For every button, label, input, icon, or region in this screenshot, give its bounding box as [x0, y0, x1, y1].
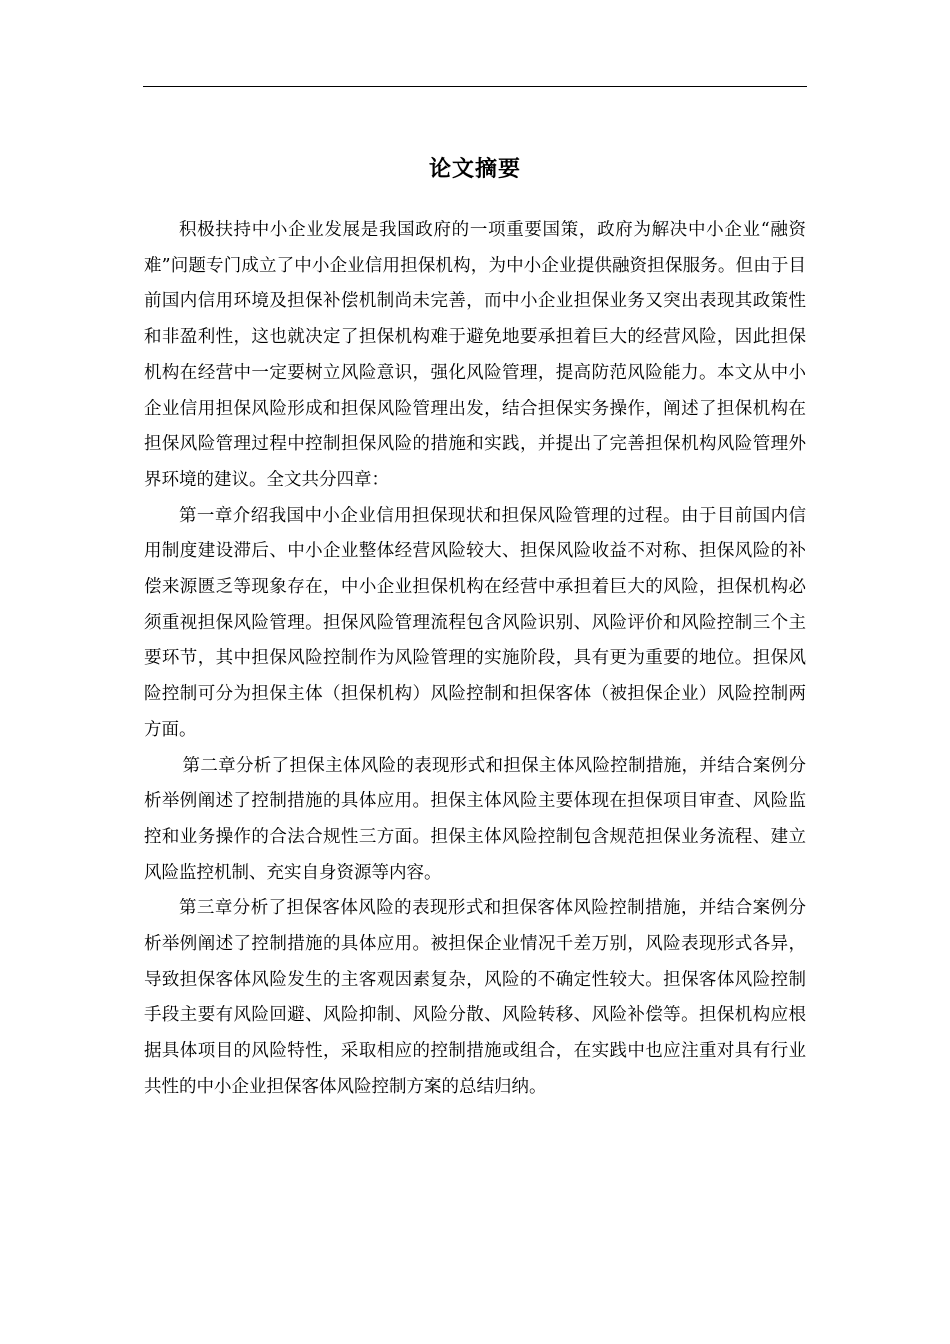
paragraph-chapter-1: 第一章介绍我国中小企业信用担保现状和担保风险管理的过程。由于目前国内信用制度建设滞后、中小企业整体经营风险较大、担保风险收益不对称、担保风险的补偿来源匮乏等现象存在，中小企业担保机构在经营中承担着巨大的风险，担保机构必须重视担保风险管理。担保风险管理流程包含风险识别、风险评价和风险控制三个主要环节，其中担保风险控制作为风险管理的实施阶段，具有更为重要的地位。担保风险控制可分为担保主体（担保机构）风险控制和担保客体（被担保企业）风险控制两方面。	[144, 505, 806, 740]
paragraph-intro: 积极扶持中小企业发展是我国政府的一项重要国策，政府为解决中小企业“融资难”问题专门成立了中小企业信用担保机构，为中小企业提供融资担保服务。但由于目前国内信用环境及担保补偿机制尚未完善，而中小企业担保业务又突出表现其政策性和非盈利性，这也就决定了担保机构难于避免地要承担着巨大的经营风险，因此担保机构在经营中一定要树立风险意识，强化风险管理，提高防范风险能力。本文从中小企业信用担保风险形成和担保风险管理出发，结合担保实务操作，阐述了担保机构在担保风险管理过程中控制担保风险的措施和实践，并提出了完善担保机构风险管理外界环境的建议。全文共分四章：	[144, 220, 806, 490]
paragraph-chapter-2: 第二章分析了担保主体风险的表现形式和担保主体风险控制措施，并结合案例分析举例阐述了控制措施的具体应用。担保主体风险主要体现在担保项目审查、风险监控和业务操作的合法合规性三方面。担保主体风险控制包含规范担保业务流程、建立风险监控机制、充实自身资源等内容。	[144, 755, 806, 883]
page-title: 论文摘要	[428, 157, 521, 182]
header-rule	[143, 86, 807, 87]
abstract-body	[144, 213, 806, 1106]
paragraph-chapter-3: 第三章分析了担保客体风险的表现形式和担保客体风险控制措施，并结合案例分析举例阐述了控制措施的具体应用。被担保企业情况千差万别，风险表现形式各异，导致担保客体风险发生的主客观因素复杂，风险的不确定性较大。担保客体风险控制手段主要有风险回避、风险抑制、风险分散、风险转移、风险补偿等。担保机构应根据具体项目的风险特性，采取相应的控制措施或组合，在实践中也应注重对具有行业共性的中小企业担保客体风险控制方案的总结归纳。	[144, 898, 806, 1097]
